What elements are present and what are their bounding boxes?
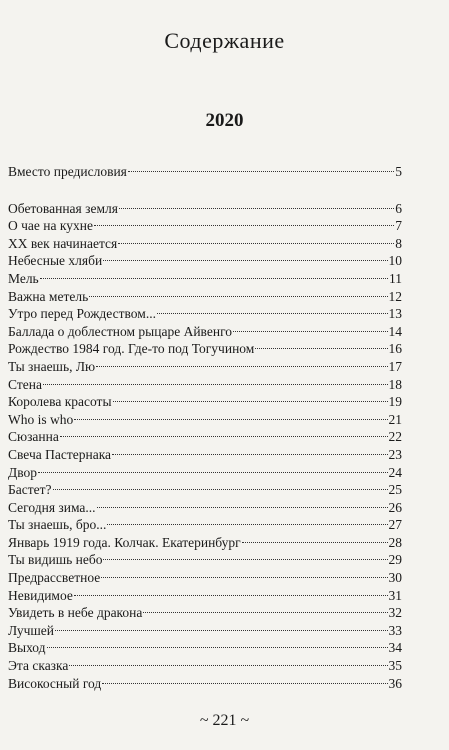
dot-leader <box>242 541 388 543</box>
toc-entry-title: Високосный год <box>8 675 102 691</box>
toc-entry <box>8 393 402 411</box>
toc-entry-page: 23 <box>388 446 402 462</box>
toc-entry-page: 25 <box>388 482 402 498</box>
dot-leader <box>89 295 387 297</box>
toc-entry-page: 16 <box>388 341 402 357</box>
dot-leader <box>157 312 388 314</box>
toc-entry <box>8 270 402 288</box>
toc-entry-page: 27 <box>388 517 402 533</box>
page-number: ~ 221 ~ <box>199 712 250 729</box>
toc-entry <box>8 217 402 235</box>
toc-entry-page: 10 <box>388 253 402 269</box>
toc-entry <box>8 499 402 517</box>
dot-leader <box>102 682 387 684</box>
toc-entry-page: 11 <box>389 270 402 286</box>
dot-leader <box>74 418 387 420</box>
toc-entry <box>8 657 402 675</box>
toc-entry <box>8 587 402 605</box>
toc-entry <box>8 464 402 482</box>
toc-entry-page: 19 <box>388 394 402 410</box>
toc-entry-page: 12 <box>388 288 402 304</box>
dot-leader <box>55 629 388 631</box>
toc-entry-title: Увидеть в небе дракона <box>8 605 143 621</box>
toc-entry <box>8 358 402 376</box>
toc-entry-title: Выход <box>8 640 46 656</box>
toc-entry-title: О чае на кухне <box>8 218 93 234</box>
dot-leader <box>233 330 387 332</box>
toc-entry-page: 14 <box>388 323 402 339</box>
toc-entry-page: 24 <box>388 464 402 480</box>
toc-entry-page: 7 <box>395 218 402 234</box>
dot-leader <box>119 207 394 209</box>
toc-entry <box>8 288 402 306</box>
toc-entry-page: 5 <box>395 164 402 179</box>
dot-leader <box>103 259 387 261</box>
toc-entry-title: Обетованная земля <box>8 200 118 216</box>
toc-entry-page: 32 <box>388 605 402 621</box>
toc-entry-title: Невидимое <box>8 587 73 603</box>
toc-entry-title: Баллада о доблестном рыцаре Айвенго <box>8 323 233 339</box>
toc-entry-title: Январь 1919 года. Колчак. Екатеринбург <box>8 534 241 550</box>
toc-entry-title: Двор <box>8 464 37 480</box>
toc-entry-title: Важна метель <box>8 288 89 304</box>
toc-entry-title: Небесные хляби <box>8 253 103 269</box>
toc-entry <box>8 675 402 693</box>
toc-entry-title: Ты знаешь, Лю <box>8 358 96 374</box>
dot-leader <box>143 611 387 613</box>
toc-entry <box>8 340 402 358</box>
toc-entry-title: Ты видишь небо <box>8 552 103 568</box>
toc-entry <box>8 604 402 622</box>
toc-entry <box>8 305 402 323</box>
toc-entry-page: 18 <box>388 376 402 392</box>
dot-leader <box>113 400 388 402</box>
toc-entry <box>8 411 402 429</box>
toc-entry-page: 29 <box>388 552 402 568</box>
dot-leader <box>118 242 394 244</box>
dot-leader <box>69 664 387 666</box>
dot-leader <box>112 453 387 455</box>
toc-entry-title: Who is who <box>8 411 74 427</box>
dot-leader <box>94 224 394 226</box>
dot-leader <box>128 170 394 172</box>
toc-entry-page: 22 <box>388 429 402 445</box>
table-of-contents <box>8 163 402 692</box>
dot-leader <box>60 435 388 437</box>
toc-entry-title: Предрассветное <box>8 570 101 586</box>
dot-leader <box>97 506 388 508</box>
dot-leader <box>47 646 388 648</box>
toc-entry-title: Свеча Пастернака <box>8 446 112 462</box>
toc-entry <box>8 163 402 181</box>
toc-entry-page: 21 <box>388 411 402 427</box>
toc-entry <box>8 200 402 218</box>
toc-entry-page: 31 <box>388 587 402 603</box>
toc-entry <box>8 446 402 464</box>
dot-leader <box>101 576 387 578</box>
toc-entry <box>8 376 402 394</box>
dot-leader <box>103 558 387 560</box>
section-year: 2020 <box>205 110 244 131</box>
toc-entry-title: Королева красоты <box>8 394 112 410</box>
toc-entry-page: 17 <box>388 358 402 374</box>
toc-entry <box>8 551 402 569</box>
dot-leader <box>107 523 387 525</box>
dot-leader <box>96 365 387 367</box>
toc-entry <box>8 569 402 587</box>
toc-entry-title: Сюзанна <box>8 429 59 445</box>
toc-entry-page: 33 <box>388 622 402 638</box>
toc-entry-title: Вместо предисловия <box>8 164 127 179</box>
dot-leader <box>38 471 388 473</box>
toc-entry <box>8 323 402 341</box>
toc-entry-page: 28 <box>388 534 402 550</box>
page-title: Содержание <box>164 28 285 53</box>
toc-entry <box>8 428 402 446</box>
toc-entry-title: Утро перед Рождеством... <box>8 306 156 322</box>
toc-entry <box>8 639 402 657</box>
dot-leader <box>40 277 388 279</box>
toc-entry <box>8 235 402 253</box>
toc-entry-title: Бастет? <box>8 482 52 498</box>
toc-entry <box>8 622 402 640</box>
toc-entry-title: XX век начинается <box>8 235 118 251</box>
toc-entry-title: Рождество 1984 год. Где-то под Тогучином <box>8 341 255 357</box>
dot-leader <box>255 347 387 349</box>
toc-entry-page: 26 <box>388 499 402 515</box>
toc-entry-page: 13 <box>388 306 402 322</box>
toc-entry-page: 34 <box>388 640 402 656</box>
dot-leader <box>53 488 388 490</box>
toc-entry-page: 30 <box>388 570 402 586</box>
toc-entry <box>8 534 402 552</box>
dot-leader <box>43 383 388 385</box>
toc-entry <box>8 481 402 499</box>
toc-entry-title: Стена <box>8 376 42 392</box>
toc-entry-title: Сегодня зима... <box>8 499 96 515</box>
toc-entry-page: 6 <box>395 200 402 216</box>
toc-entry-title: Ты знаешь, бро... <box>8 517 107 533</box>
toc-entry <box>8 252 402 270</box>
toc-entry-title: Лучшей <box>8 622 54 638</box>
toc-entry-page: 36 <box>388 675 402 691</box>
toc-entry <box>8 516 402 534</box>
toc-entry-page: 8 <box>395 235 402 251</box>
toc-entry-page: 35 <box>388 658 402 674</box>
toc-entry-title: Эта сказка <box>8 658 69 674</box>
toc-entry-title: Мель <box>8 270 39 286</box>
dot-leader <box>74 594 388 596</box>
